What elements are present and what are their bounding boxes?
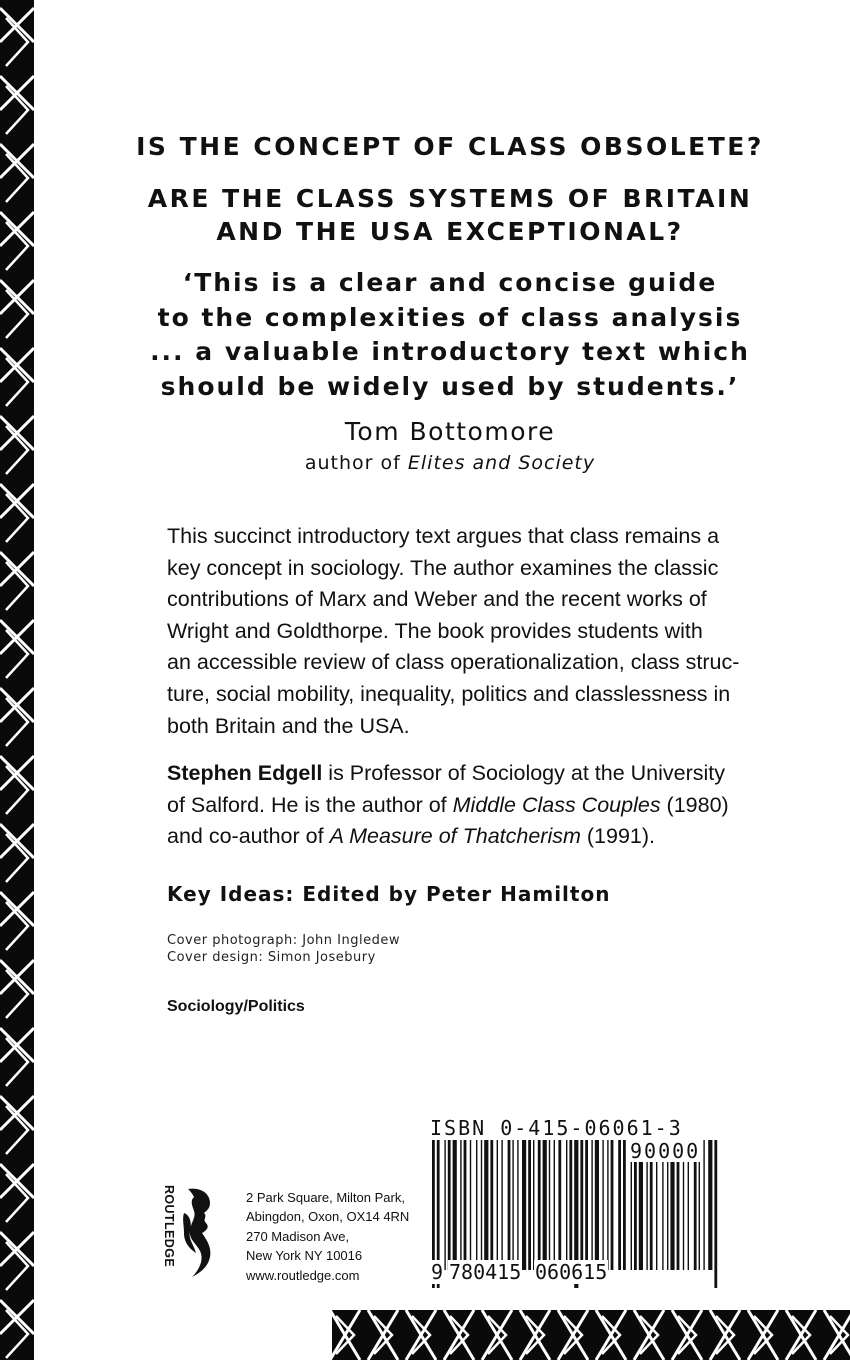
subject-category: Sociology/Politics (167, 998, 305, 1015)
barcode-bar (464, 1140, 467, 1270)
bio-line-3 (167, 821, 727, 853)
address-line: New York NY 10016 (246, 1248, 363, 1264)
barcode-bar (602, 1140, 603, 1270)
publisher-website: www.routledge.com (246, 1267, 360, 1283)
barcode-bar (512, 1140, 513, 1270)
barcode-bar (517, 1140, 518, 1270)
barcode-bar (585, 1140, 588, 1270)
barcode-bar (595, 1140, 599, 1270)
quote-line: to the complexities of class analysis (157, 302, 743, 332)
question-heading-2 (110, 182, 790, 248)
design-credit: Cover design: Simon Josebury (167, 950, 376, 965)
address-line: 270 Madison Ave, (246, 1228, 350, 1244)
bio-text: of Salford. He is the author of (167, 792, 453, 817)
logo-profile-shape (188, 1189, 210, 1277)
question-heading-2-line-1: ARE THE CLASS SYSTEMS OF BRITAIN (147, 184, 753, 213)
routledge-logo (160, 1183, 226, 1281)
barcode-bar (528, 1140, 531, 1270)
decorative-pattern-strip (0, 0, 34, 1360)
quote-author-credit (110, 450, 790, 476)
description-line: This succinct introductory text argues that class remains a (167, 524, 720, 548)
barcode-bar (484, 1140, 488, 1270)
address-line: 2 Park Square, Milton Park, (246, 1190, 405, 1205)
barcode-bar (703, 1140, 704, 1270)
book-title-2: A Measure of Thatcherism (329, 824, 581, 849)
price-code: 90000 (630, 1139, 701, 1163)
barcode-bar (490, 1140, 493, 1270)
barcode-bar (497, 1140, 498, 1270)
bio-line-1 (167, 758, 727, 790)
credit-book-title: Elites and Society (407, 452, 596, 474)
barcode-bar (460, 1140, 461, 1270)
quote-author: Tom Bottomore (344, 417, 556, 446)
pattern-bg (0, 0, 34, 1360)
bio-text: is Professor of Sociology at the University (322, 761, 726, 785)
ean-first-digit: 9 (431, 1260, 444, 1284)
barcode-bar (623, 1140, 626, 1270)
barcode-bar (448, 1140, 451, 1270)
barcode-bar (508, 1140, 511, 1270)
barcode-bar (708, 1140, 712, 1270)
logo-text: ROUTLEDGE (162, 1185, 176, 1268)
photo-credit: Cover photograph: John Ingledew (167, 933, 400, 948)
bio-line-2 (167, 790, 727, 822)
barcode-bar (476, 1140, 477, 1270)
barcode-bar (453, 1140, 457, 1270)
barcode-bar (549, 1140, 550, 1270)
description-line: both Britain and the USA. (167, 713, 410, 738)
barcode-bar (714, 1140, 717, 1288)
book-title-1: Middle Class Couples (452, 792, 661, 817)
barcode-bar (522, 1140, 526, 1270)
description-line: contributions of Marx and Weber and the recent works of (167, 587, 707, 612)
bio-text: (1980) (660, 792, 729, 817)
description-line: Wright and Goldthorpe. The book provides students with (167, 618, 703, 643)
barcode-bar (566, 1140, 567, 1270)
barcode-bar (580, 1140, 583, 1270)
ean-left-group: 780415 (449, 1260, 522, 1284)
barcode-bar (554, 1140, 555, 1270)
quote-line: ... a valuable introductory text which (150, 337, 750, 366)
barcode-bar (569, 1140, 572, 1270)
bio-text: and co-author of (167, 824, 330, 849)
book-description (167, 521, 740, 742)
publisher-address (246, 1188, 409, 1285)
barcode-bar (618, 1140, 621, 1270)
barcode-bar (501, 1140, 502, 1270)
description-line: an accessible review of class operationalization, class struc- (167, 650, 740, 675)
barcode-bar (558, 1140, 561, 1270)
credit-prefix: author of (304, 452, 408, 474)
decorative-pattern-band (332, 1310, 850, 1360)
cover-credits (167, 932, 400, 966)
author-name: Stephen Edgell (167, 761, 323, 785)
question-heading-1: IS THE CONCEPT OF CLASS OBSOLETE? (136, 132, 764, 161)
author-bio (167, 758, 727, 853)
description-line: ture, social mobility, inequality, politics and classlessness in (167, 681, 731, 706)
question-heading-2-line-2: AND THE USA EXCEPTIONAL? (216, 217, 684, 246)
barcode-bar (591, 1140, 592, 1270)
series-editor: Key Ideas: Edited by Peter Hamilton (167, 882, 611, 906)
barcode-bar (538, 1140, 541, 1270)
quote-line: ‘This is a clear and concise guide (182, 268, 718, 297)
bio-text: (1991). (580, 824, 655, 849)
address-line: Abingdon, Oxon, OX14 4RN (246, 1209, 410, 1225)
barcode-bar (607, 1140, 608, 1270)
barcode-bar (543, 1140, 547, 1270)
barcode-bar (444, 1140, 445, 1270)
ean-right-group: 060615 (535, 1260, 608, 1284)
barcode-bar (481, 1140, 482, 1270)
endorsement-quote (110, 266, 790, 404)
description-line: key concept in sociology. The author examines the classic (167, 555, 719, 580)
quote-line: should be widely used by students.’ (160, 371, 740, 401)
barcode-bar (611, 1140, 614, 1270)
barcode-bar (533, 1140, 534, 1270)
isbn-number: ISBN 0-415-06061-3 (430, 1116, 683, 1140)
barcode-bar (470, 1140, 471, 1270)
